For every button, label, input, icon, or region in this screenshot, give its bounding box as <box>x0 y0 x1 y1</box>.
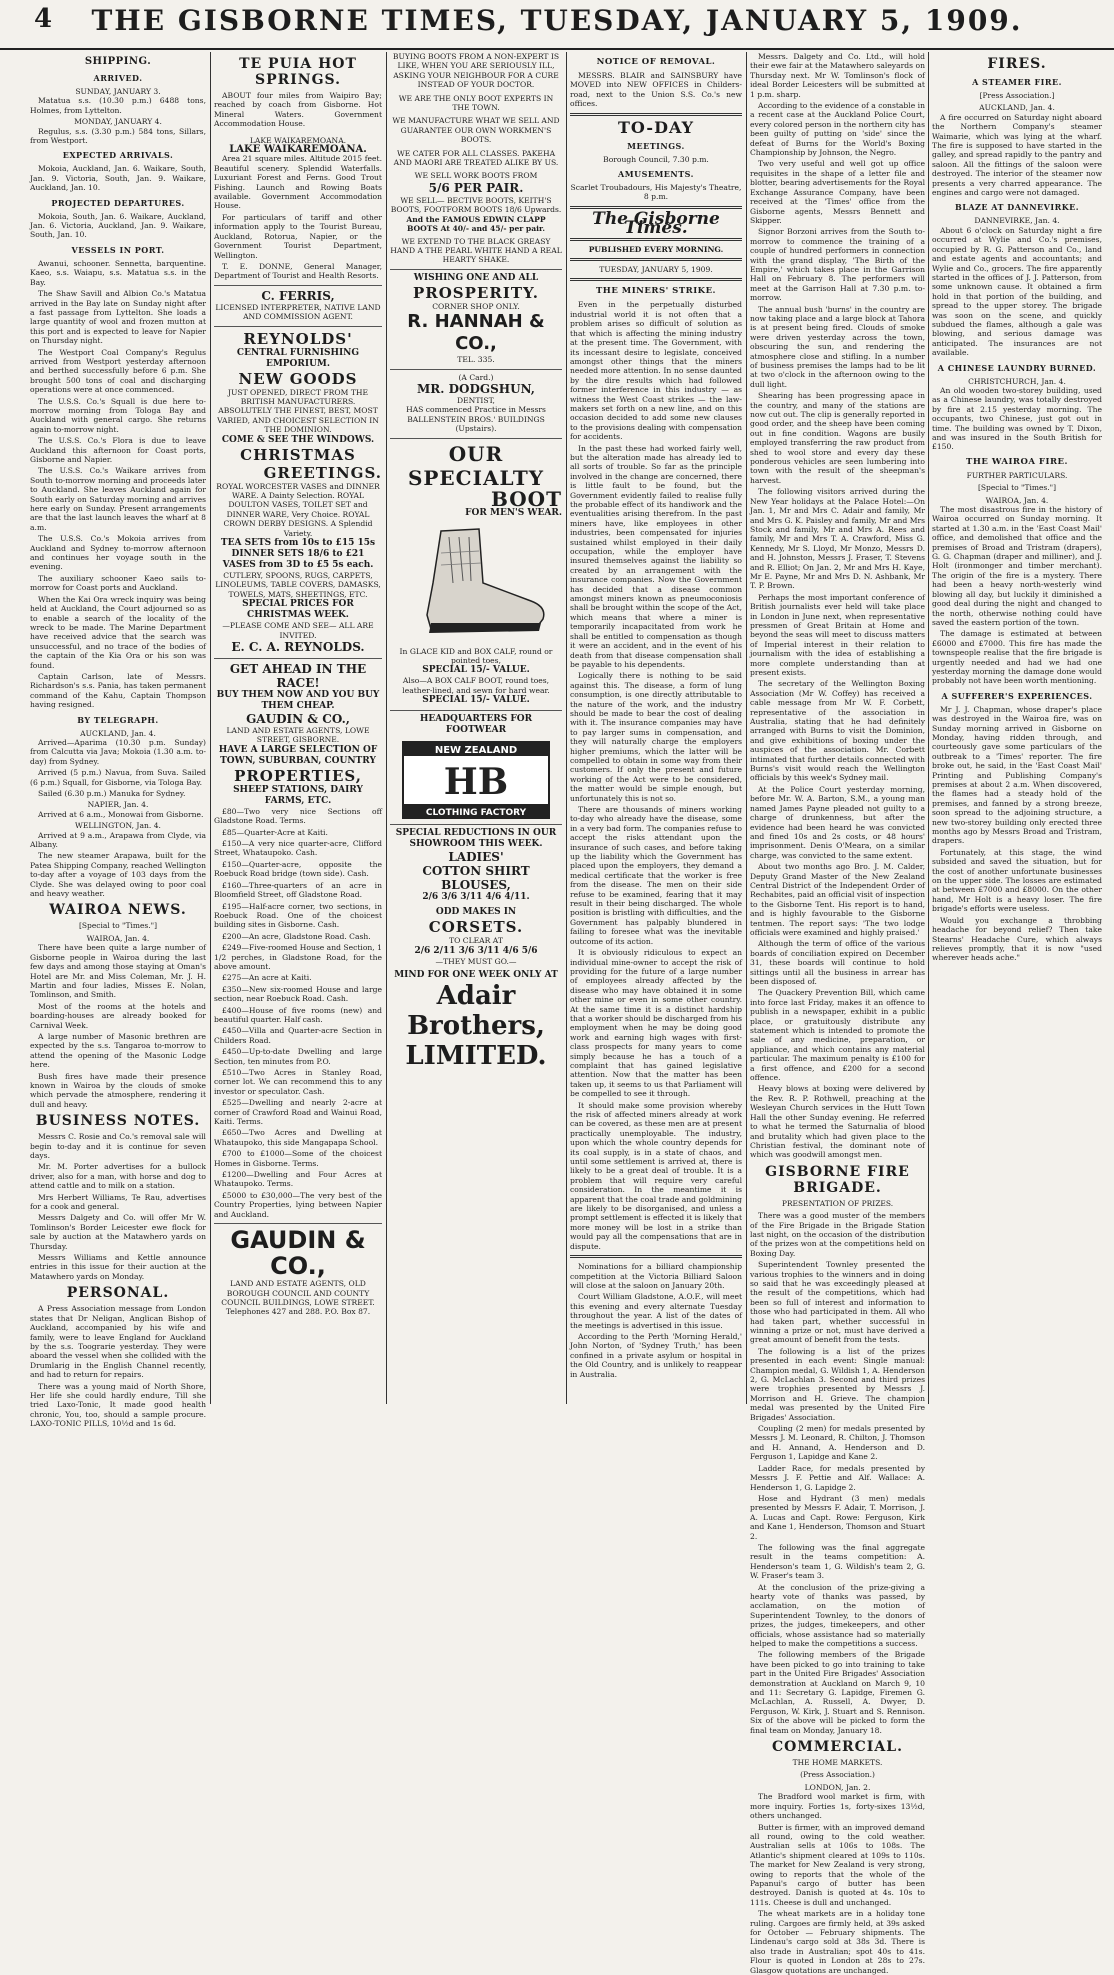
new-goods: NEW GOODS <box>238 369 358 388</box>
dateline: WAIROA, Jan. 4. <box>86 933 150 943</box>
dateline: NAPIER, Jan. 4. <box>87 800 149 810</box>
dateline: AUCKLAND, Jan. 4. <box>979 103 1055 113</box>
article-paragraph: Would you exchange a throbbing headache for beyond relief? Then take Stearns' Headache Cure, which always relieves promptly, that it is now "used wherever heads ache." <box>932 915 1102 963</box>
corsets-heading: CORSETS. <box>428 918 524 937</box>
article-paragraph: Court William Gladstone, A.O.F., will meet this evening and every alternate Tuesday throughout the year. A list of the dates of the meetings is advertised in this issue. <box>570 1292 742 1330</box>
article-paragraph: Coupling (2 men) for medals presented by Messrs J. M. Leonard, R. Chilton, J. Thomson and H. Annand, A. Henderson and D. Ferguson 1, Lapidge and Kane 2. <box>750 1424 925 1462</box>
hb-line-1: NEW ZEALAND <box>434 745 518 757</box>
amusement-item: Scarlet Troubadours, His Majesty's Theatre, 8 p.m. <box>570 183 742 202</box>
article-paragraph: There have been quite a large number of Gisborne people in Wairoa during the last few days and among those staying at Oman's Hotel are Mr. and Miss Coleman, Mr. J. H. Martin and four ladies, Misses E. Nolan, Tomlinson, and Smith. <box>30 943 206 1000</box>
ad-text: LAND AND ESTATE AGENTS, LOWE STREET, GISBORNE. <box>226 726 370 745</box>
article-paragraph: Arrived at 6 a.m., Monowai from Gisborne. <box>38 809 204 819</box>
ad-text: WE SELL WORK BOOTS FROM <box>414 171 538 181</box>
dateline: WAIROA, Jan. 4. <box>985 495 1049 505</box>
article-paragraph: The following members of the Brigade have been picked to go into training to take part in the United Fire Brigades' Association demonstration at Auckland on March 9, 10 and 11: Secretary G. Lapidge, Firemen G. McLachlan, A. Russell, A. Dwyer, D. Ferguson, W. Kirk, J. Stuart and S. Rennison. Six of the above will be picked to form the final team on Monday, January 18. <box>750 1650 925 1735</box>
properties: PROPERTIES, <box>234 766 362 785</box>
article-paragraph: About 6 o'clock on Saturday night a fire occurred at Wylie and Co.'s premises, occupied by R. G. Patterson and Co., land and estate agents and accountants; and Wylie and Co., grocers. The fire apparently started in the offices of J. J. Patterson, from some unknown cause. It obtained a firm hold in that portion of the building, and spread to the upper storey. The brigade was soon on the scene, and quickly subdued the flames, although a gale was blowing, and serious damage was anticipated. The insurances are not available. <box>932 225 1102 358</box>
special-credit: [Special to "Times."] <box>977 483 1057 493</box>
shipping-heading: SHIPPING. <box>84 56 152 67</box>
listing: £160—Three-quarters of an acre in Bloomfield Street, off Gladstone Road. <box>214 880 382 900</box>
listing: £700 to £1000—Some of the choicest Homes in Gisborne. Terms. <box>214 1149 382 1168</box>
ad-text: SPECIAL PRICES FOR CHRISTMAS WEEK. <box>242 599 354 621</box>
article-paragraph: According to the Perth 'Morning Herald,' John Norton, of 'Sydney Truth,' has been confined in a private asylum or hospital in the Old Country, and is unlikely to reappear in Australia. <box>570 1331 742 1379</box>
dateline: LONDON, Jan. 2. <box>804 1782 871 1792</box>
article-paragraph: Although the term of office of the various boards of conciliation expired on December 31, these boards will continue to hold sittings until all the business in arrear has been disposed of. <box>750 939 925 986</box>
ad-text: 2/6 2/11 3/6 3/11 4/6 5/6 <box>414 945 538 956</box>
listing: £200—An acre, Gladstone Road. Cash. <box>222 931 371 941</box>
ad-text: For particulars of tariff and other information apply to the Tourist Bureau, Auckland, Rotorua, Napier, or the Government Tourist Department, Wellington. <box>214 212 382 260</box>
notice-text: MESSRS. BLAIR and SAINSBURY have MOVED into NEW OFFICES in Childers-road, next to the Union S.S. Co.'s new offices. <box>570 71 742 109</box>
article-paragraph: Butter is firmer, with an improved demand all round, owing to the cold weather. Australian sells at 106s to 108s. The Atlantic's shipment cleared at 109s to 110s. The market for New Zealand is very strong, owing to reports that the whole of the Papanui's cargo of butter has been destroyed. Danish is quoted at 4s. 10s to 111s. Cheese is dull and unchanged. <box>750 1822 925 1907</box>
article-paragraph: The following is a list of the prizes presented in each event: Single manual: Champion medal, G. Wildish 1, A. Henderson 2, G. McLachlan 3. Second and third prizes were trophies presented by Messrs J. Morrison and H. Grieve. The champion medal was presented by the United Fire Brigades' Association. <box>750 1346 925 1422</box>
article-paragraph: The annual bush 'burns' in the country are now taking place and a large block at Tahora is at present being fired. Clouds of smoke were driven yesterday across the town, obscuring the sun, and rendering the atmosphere close and stifling. In a number of business premises the lamps had to be lit at two o'clock in the afternoon owing to the dull light. <box>750 304 925 389</box>
listing: £85—Quarter-Acre at Kaiti. <box>222 827 328 837</box>
gaudin-name: GAUDIN & CO., <box>246 712 350 727</box>
price: 5/6 PER PAIR. <box>428 180 524 195</box>
ad-text: DINNER SETS 18/6 to £21 <box>231 549 365 559</box>
article-paragraph: A Press Association message from London states that Dr Neligan, Anglican Bishop of Auckland, accompanied by his wife and family, were to leave England for Auckland by the s.s. Toograrie yesterday. They were aboard the vessel when she collided with the Drumlarig in the English Channel recently, and had to return for repairs. <box>30 1304 206 1380</box>
article-paragraph: Mr J. J. Chapman, whose draper's place was destroyed in the Wairoa fire, was on Sunday morning arrived in Gisborne on Monday, having ridden through, and courteously gave some particulars of the outbreak to a 'Times' reporter. The fire broke out, he said, in the 'East Coast Mail' Printing and Publishing Company's premises at about 2 a.m. When discovered, the flames had a steady hold of the premises, and fanned by a strong breeze, soon spread to the adjoining structure, a new two-storey building only erected three months ago by Messrs Broad and Tristram, drapers. <box>932 704 1102 846</box>
notice-heading: NOTICE OF REMOVAL. <box>596 57 716 67</box>
ad-text: —PLEASE COME AND SEE— ALL ARE INVITED. <box>222 621 374 640</box>
wairoa-fire-heading: THE WAIROA FIRE. <box>966 456 1068 467</box>
column-3 <box>390 52 562 1407</box>
article-paragraph: The damage is estimated at between £6000 and £7000. This fire has made the townspeople realise that the fire brigade is urgently needed and had we had one yesterday morning the damage done would probably not have been worth mentioning. <box>932 629 1102 686</box>
article-paragraph: Shearing has been progressing apace in the country, and many of the stations are now cut out. The clip is generally reported in good order, and the sheep have been coming out in fine condition. Wagons are busily employed transferring the raw product from shed to wool store and every day these ponderous vehicles are seen lumbering into town with the result of the sheepman's harvest. <box>750 391 925 485</box>
ad-text: TEA SETS from 10s to £15 15s <box>220 538 376 548</box>
date-line: TUESDAY, JANUARY 5, 1909. <box>599 265 713 275</box>
article-paragraph: Nominations for a billiard championship competition at the Victoria Billiard Saloon will close at the saloon on January 20th. <box>570 1262 742 1290</box>
column-rule <box>566 52 567 1404</box>
ferris-name: C. FERRIS, <box>261 288 335 303</box>
hb-clothing-logo <box>401 740 551 820</box>
article-paragraph: Arrived—Aparima (10.30 p.m. Sunday) from Calcutta via Java; Mokoia (1.30 a.m. to-day) from Sydney. <box>30 737 206 766</box>
laundry-heading: A CHINESE LAUNDRY BURNED. <box>937 362 1097 373</box>
column-2 <box>214 52 382 1407</box>
article-paragraph: Two very useful and well got up office requisites in the shape of a letter file and blotter, bearing advertisements for the Royal Exchange Assurance Company, have been received at the 'Times' office from the Gisborne agents, Messrs Bennett and Skipper. <box>750 159 925 225</box>
listing: £275—An acre at Kaiti. <box>222 973 312 983</box>
ad-text: ABSOLUTELY THE FINEST, BEST, MOST VARIED, AND CHOICEST SELECTION IN THE DOMINION. <box>217 406 379 435</box>
article-paragraph: Perhaps the most important conference of British journalists ever held will take place in London in June next, when representative pressmen of Great Britain at Home and beyond the seas will meet to discuss matters of Imperial interest in their relation to journalism with the idea of establishing a more complete understanding than at present exists. <box>750 592 925 677</box>
home-markets-subhead: THE HOME MARKETS. <box>792 1758 883 1768</box>
ad-text: BUY THEM NOW AND YOU BUY THEM CHEAP. <box>216 690 380 712</box>
column-rule <box>746 52 747 1404</box>
listing: £350—New six-roomed House and large section, near Roebuck Road. Cash. <box>214 984 382 1004</box>
adair-logo: Adair Brothers, LIMITED. <box>405 981 547 1071</box>
article-paragraph: Fortunately, at this stage, the wind subsided and saved the situation, but for the cost of another unfortunate businesses on the upper side. The losses are estimated at between £7000 and £8000. On the other hand, Mr Holt is a heavy loser. The fire brigade's efforts were useless. <box>932 847 1102 914</box>
gaudin-logo: GAUDIN & CO., <box>230 1226 366 1281</box>
article-paragraph: There are thousands of miners working to-day who already have the disease, some in a very bad form. The companies refuse to accept the risks attendant upon the insurance of such cases, and before taking up the liability which the Government has placed upon the employers, they demand a medical certificate that the worker is free from the disease. The men on their side refuse to be examined, fearing that it may result in their being discharged. The whole position is bristling with difficulties, and the Government has palpably blundered in failing to foresee what was the inevitable outcome of its action. <box>570 805 742 946</box>
ad-text: TEL. 335. <box>457 355 495 365</box>
greetings: GREETINGS. <box>263 463 382 482</box>
ad-text: 2/6 3/6 3/11 4/6 4/11. <box>422 892 530 903</box>
article-paragraph: Most of the rooms at the hotels and boarding-houses are already booked for Carnival Week. <box>30 1001 206 1030</box>
article-paragraph: According to the evidence of a constable in a recent case at the Auckland Police Court, every colored person in the northern city has been guilty of putting on 'side' since the defeat of Burns for the World's Boxing Championship by Johnson, the Negro. <box>750 101 925 158</box>
article-paragraph: There was a young maid of North Shore, Her life she could hardly endure, Till she tried Laxo-Tonic, It made good health chronic, You, too, should a sample procure. LAXO-TONIC PILLS, 10½d and 1s 6d. <box>30 1381 206 1429</box>
article-paragraph: The Bradford wool market is firm, with more inquiry. Forties 1s, forty-sixes 13½d, others unchanged. <box>750 1792 925 1821</box>
ad-text: TO CLEAR AT <box>449 936 503 946</box>
article-paragraph: Even in the perpetually disturbed industrial world it is not often that a problem arises so difficult of solution as that which is affecting the mining industry at the present time. The Government, with its incessant desire to legislate, conceived amongst other things that the miners needed more attention. In no sense daunted by the dire results which had followed former interference in this industry — as witness the West Coast strikes — the law-makers set forth on a new line, and on this occasion decided to add some new clauses to the provisions dealing with compensation for accidents. <box>570 300 742 442</box>
article-paragraph: Mr. M. Porter advertises for a bullock driver, also for a man, with horse and dog to attend cattle and to milk on a station. <box>30 1162 206 1191</box>
hannah-name: R. HANNAH & CO., <box>407 311 545 355</box>
ad-text: LADIES' <box>448 850 504 865</box>
vessels-heading: VESSELS IN PORT. <box>71 244 165 255</box>
projected-heading: PROJECTED DEPARTURES. <box>51 197 185 208</box>
ad-text: HEADQUARTERS FOR FOOTWEAR <box>419 714 533 736</box>
lake-heading: LAKE WAIKAREMOANA. <box>229 144 367 156</box>
boot-heading: BOOT <box>490 486 562 511</box>
ad-text: SPECIAL REDUCTIONS IN OUR SHOWROOM THIS WEEK. <box>395 828 557 850</box>
strike-heading: THE MINERS' STRIKE. <box>595 286 717 297</box>
specialty-heading: OUR SPECIALTY <box>407 441 545 490</box>
ad-text: WE SELL— BECTIVE BOOTS, KEITH'S BOOTS, FOOTFORM BOOTS 18/6 Upwards. <box>390 195 562 215</box>
article-paragraph: At the conclusion of the prize-giving a hearty vote of thanks was passed, by acclamation, on the motion of Superintendent Townley, to the donors of prizes, the judges, timekeepers, and other officials, whose assistance had so materially helped to make the competitions a success. <box>750 1582 925 1648</box>
sufferer-heading: A SUFFERER'S EXPERIENCES. <box>941 690 1093 701</box>
article-paragraph: Ladder Race, for medals presented by Messrs J. F. Pettie and Alf. Wallace: A. Henderson 1, G. Lapidge 2. <box>750 1463 925 1492</box>
paper-title: The Gisborne Times. <box>592 208 720 239</box>
special-credit: [Special to "Times."] <box>78 921 158 931</box>
column-rule <box>210 52 211 1404</box>
steamer-fire-heading: A STEAMER FIRE. <box>972 77 1062 87</box>
article-paragraph: Bush fires have made their presence known in Wairoa by the clouds of smoke which pervade the atmosphere, rendering it dull and heavy. <box>30 1071 206 1109</box>
ad-text: ABOUT four miles from Waipiro Bay; reached by coach from Gisborne. Hot Mineral Waters. Government Accommodation House. <box>214 91 382 129</box>
article-paragraph: Signor Borzoni arrives from the South to-morrow to commence the training of a couple of hundred performers in connection with the grand display, 'The Birth of the Empire,' which takes place in the Garrison Hall on February 8. The performers will meet at the Garrison Hall at 7.30 p.m. to-morrow. <box>750 227 925 303</box>
article-paragraph: A fire occurred on Saturday night aboard the Northern Company's steamer Waimarie, which was lying at the wharf. The fire is supposed to have started in the galley, and spread rapidly to the pantry and saloon. All the fittings of the saloon were destroyed. The interior of the steamer now presents a very charred appearance. The engines and cargo were not damaged. <box>932 112 1102 198</box>
listing: £650—Two Acres and Dwelling at Whataupoko, this side Mangapapa School. <box>214 1128 382 1147</box>
ad-text: JUST OPENED, DIRECT FROM THE BRITISH MANUFACTURERS. <box>227 387 369 406</box>
article-paragraph: Messrs C. Rosie and Co.'s removal sale will begin to-day and it is continue for seven days. <box>30 1132 206 1160</box>
ad-text: HAS commenced Practice in Messrs BALLENSTEIN BROS.' BUILDINGS (Upstairs). <box>406 405 546 434</box>
fire-brigade-subhead: PRESENTATION OF PRIZES. <box>781 1198 894 1208</box>
column-rule <box>928 52 929 1404</box>
ad-text: CORNER SHOP ONLY. <box>432 301 520 311</box>
article-paragraph: There was a good muster of the members of the Fire Brigade in the Brigade Station last night, on the occasion of the distribution of the prizes won at the competitions held on Boxing Day. <box>750 1211 925 1258</box>
ad-text: VASES from 3D to £5 5s each. <box>222 560 374 570</box>
article-paragraph: It is obviously ridiculous to expect an individual mine-owner to accept the risk of providing for the future of a large number of employees already affected by the disease who may have obtained it in some other mine or even in some other country. At the same time it is a distinct hardship that a worker should be discharged from his employment when he may be doing good work and earning high wages with first-class prospects for many years to come simply because he has a touch of a complaint that has gained legislative attention. Now that the matter has been taken up, it seems to us that Parliament will be compelled to see it through. <box>570 948 742 1099</box>
article-paragraph: Mokoia, Auckland, Jan. 6. Waikare, South, Jan. 9. Victoria, South, Jan. 9. Waikare, Auckland, Jan. 10. <box>30 164 206 193</box>
article-paragraph: The wheat markets are in a holiday tone ruling. Cargoes are firmly held, at 39s asked for October — February shipments. The Lindenau's cargo sold at 38s 3d. There is also trade in Australian; spot 40s to 41s. Flour is quoted in London at 28s to 27s. Glasgow quotations are unchanged. <box>750 1909 925 1975</box>
article-paragraph: Captain Carlson, late of Messrs. Richardson's s.s. Pania, has taken permanent command of the Kahu, Captain Thompson having resigned. <box>30 671 206 710</box>
article-paragraph: When the Kai Ora wreck inquiry was being held at Auckland, the Court adjourned so as to enable a search of the locality of the wreck to be made. The Marine Department have received advice that the search was unsuccessful, and no trace of the bodies of the captain of the Kia Ora or his son was found. <box>30 594 206 670</box>
date-line: MONDAY, JANUARY 4. <box>74 117 162 127</box>
fires-heading: FIRES. <box>987 56 1047 72</box>
article-paragraph: Awanui, schooner. Sennetta, barquentine. Kaeo, s.s. Waiapu, s.s. Matatua s.s. in the Bay. <box>30 258 206 287</box>
article-paragraph: The new steamer Arapawa, built for the Patea Shipping Company, reached Wellington to-day after a voyage of 103 days from the Clyde. She was delayed owing to poor coal and heavy weather. <box>30 851 206 899</box>
press-association: (Press Association.) <box>800 1770 875 1780</box>
article-paragraph: Superintendent Townley presented the various trophies to the winners and in doing so said that he was exceedingly pleased at the result of the competitions, which had been so full of interest and information to those who had participated in them. All who had taken part, whether successful in winning a prize or not, must have derived a great amount of benefit from the tests. <box>750 1260 925 1345</box>
listing: £525—Dwelling and nearly 2-acre at corner of Crawford Road and Wainui Road, Kaiti. Terms. <box>214 1098 382 1127</box>
listing: £150—Quarter-acre, opposite the Roebuck Road bridge (town side). Cash. <box>214 859 382 879</box>
article-paragraph: The following was the final aggregate result in the teams competition: A. Henderson's team 1, G. Wildish's team 2, G. W. Fraser's team 3. <box>750 1542 925 1581</box>
further-particulars: FURTHER PARTICULARS. <box>966 470 1068 480</box>
listing: £249—Five-roomed House and Section, 1 1/2 perches, in Gladstone Road, for the above amount. <box>214 943 382 971</box>
article-paragraph: In the past these had worked fairly well, but the alteration made has already led to all sorts of trouble. So far as the principle involved in the change are concerned, there is little fault to be found, but the Government evidently failed to realise fully the probable effect of its handiwork and the eventualities arising therefrom. In the past miners have, like employees in other industries, been compensated for injuries sustained whilst employed in their daily occupation, while the employer have insured themselves against the liability so created by an arrangement with the insurance companies. Now the Government has decided that a disease common amongst miners known as pneumoconiosis shall be brought within the scope of the Act, which means that where a miner is temporarily incapacitated from work he shall be entitled to compensation as though it were an accident, and in the event of his death from that disease compensation shall be payable to his dependents. <box>570 443 742 669</box>
article-paragraph: The auxiliary schooner Kaeo sails to-morrow for Coast ports and Auckland. <box>30 573 206 593</box>
dateline: DANNEVIRKE, Jan. 4. <box>974 216 1060 226</box>
dateline: CHRISTCHURCH, Jan. 4. <box>968 376 1066 386</box>
article-paragraph: Messrs. Dalgety and Co. Ltd., will hold their ewe fair at the Matawhero saleyards on Thursday next. Mr W. Tomlinson's flock of ideal Border Leicesters will be submitted at 1 p.m. sharp. <box>750 52 925 99</box>
article-paragraph: About two months ago Bro. J. M. Calder, Deputy Grand Master of the New Zealand Central District of the Independent Order of Rechabites, paid an official visit of inspection to the Gisborne Tent. His report is to hand, and is highly favourable to the Gisborne tentmen. The report says: 'The two lodge officials were examined and highly praised.' <box>750 862 925 937</box>
arrived-heading: ARRIVED. <box>93 73 143 83</box>
ad-text: WE EXTEND TO THE BLACK GREASY HAND A THE PEARL WHITE HAND A REAL HEARTY SHAKE. <box>390 236 562 265</box>
ad-text: Also—A BOX CALF BOOT, round toes, leather-lined, and sewn for hard wear. <box>402 676 550 695</box>
article-paragraph: The secretary of the Wellington Boxing Association (Mr W. Coffey) has received a cable message from Mr W. F. Corbett, representative of the association in Australia, stating that he had definitely arranged with Burns to visit the Dominion, and give exhibitions of boxing under the auspices of the association. Mr. Corbett intimated that further details connected with Burns's visit would reach the Wellington officials by this week's Sydney mail. <box>750 679 925 783</box>
date-line: SUNDAY, JANUARY 3. <box>75 87 161 96</box>
article-paragraph: The Quackery Prevention Bill, which came into force last Friday, makes it an offence to publish in a newspaper, exhibit in a public place, or gratuitously distribute any statement which is intended to promote the sale of any medicine, preparation, or appliance, and which contains any material particular. The maximum penalty is £100 for a first offence, and £200 for a second offence. <box>750 988 925 1083</box>
masthead-title: THE GISBORNE TIMES, TUESDAY, JANUARY 5, 1909. <box>91 4 1023 37</box>
published-line: PUBLISHED EVERY MORNING. <box>588 244 724 254</box>
ad-text: HAVE A LARGE SELECTION OF TOWN, SUBURBAN, COUNTRY <box>218 744 378 766</box>
listing: £150—A very nice quarter-acre, Clifford Street, Whataupoko. Cash. <box>214 839 382 858</box>
dateline: AUCKLAND, Jan. 4. <box>80 728 156 738</box>
today-heading: TO-DAY <box>618 117 694 137</box>
ad-text: Area 21 square miles. Altitude 2015 feet. Beautiful scenery. Splendid Waterfalls. Luxuriant Forest and Ferns. Good Trout Fishing. Launch and Rowing Boats available. Government Accommodation House. <box>214 154 382 211</box>
article-paragraph: The Westport Coal Company's Regulus arrived from Westport yesterday afternoon and berthed successfully before 6 p.m. She brought 500 tons of coal and discharging operations were at once commenced. <box>30 347 206 395</box>
commercial-heading: COMMERCIAL. <box>772 1739 903 1756</box>
article-paragraph: Matatua s.s. (10.30 p.m.) 6488 tons, Holmes, from Lyttelton. <box>30 96 206 115</box>
listing: £80—Two very nice Sections off Gladstone Road. Terms. <box>214 806 382 826</box>
race-heading: GET AHEAD IN THE RACE! <box>229 662 367 691</box>
article-paragraph: Arrived at 9 a.m., Arapawa from Clyde, via Albany. <box>30 830 206 850</box>
article-paragraph: The U.S.S. Co.'s Mokoia arrives from Auckland and Sydney to-morrow afternoon and continues her voyage south in the evening. <box>30 534 206 572</box>
article-paragraph: Logically there is nothing to be said against this. The disease, a form of lung consumption, is one directly attributable to the nature of the work, and the industry should be made to bear the cost of dealing with it. The insurance companies may have to pay larger sums in compensation, and they will naturally charge the employers higher premiums, which the latter will be compelled to obtain in some way from their customers. If only the present and future working of the Act were to be considered, the matter would be simple enough, but unfortunately this is not so. <box>570 671 742 803</box>
page-number: 4 <box>34 4 53 34</box>
column-rule <box>386 52 387 1404</box>
amusements-heading: AMUSEMENTS. <box>618 169 694 180</box>
masthead <box>0 0 1114 50</box>
expected-heading: EXPECTED ARRIVALS. <box>62 150 174 161</box>
column-5 <box>750 52 925 1975</box>
listing: £1200—Dwelling and Four Acres at Whataupoko. Terms. <box>214 1170 382 1189</box>
lake-heading: LAKE WAIKAREMOANA. <box>249 135 347 145</box>
ad-text: In GLACE KID and BOX CALF, round or pointed toes, <box>399 646 553 665</box>
article-paragraph: A large number of Masonic brethren are expected by the s.s. Tangaroa to-morrow to attend the opening of the Masonic Lodge here. <box>30 1031 206 1070</box>
ad-text: WE CATER FOR ALL CLASSES. PAKEHA AND MAORI ARE TREATED ALIKE BY US. <box>393 148 559 168</box>
blouses-heading: COTTON SHIRT BLOUSES, <box>422 864 530 893</box>
business-notes-heading: BUSINESS NOTES. <box>35 1113 201 1130</box>
ad-text: SHEEP STATIONS, DAIRY FARMS, ETC. <box>233 784 363 806</box>
ad-text: MIND FOR ONE WEEK ONLY AT <box>394 970 558 980</box>
ad-text: DENTIST, <box>457 395 495 405</box>
dateline: WELLINGTON, Jan. 4. <box>75 821 161 831</box>
ad-text: (A Card.) <box>458 372 494 382</box>
personal-heading: PERSONAL. <box>66 1285 170 1302</box>
listing: £400—House of five rooms (new) and beautiful quarter. Half cash. <box>214 1005 382 1024</box>
article-paragraph: The most disastrous fire in the history of Wairoa occurred on Sunday morning. It started at 1.30 a.m. in the 'East Coast Mail' office, and demolished that office and the premises of Broad and Tristram (drapers), G. G. Chapman (draper and milliner), and J. Holt (ironmonger and timber merchant). The origin of the fire is a mystery. There had been a heavy north-westerly wind blowing all day, but luckily it diminished a good deal during the night and changed to the north, otherwise nothing could have saved the eastern portion of the town. <box>932 505 1102 627</box>
article-paragraph: Regulus, s.s. (3.30 p.m.) 584 tons, Sillars, from Westport. <box>30 126 206 146</box>
article-paragraph: The U.S.S. Co.'s Squall is due here to-morrow morning from Tologa Bay and Auckland with general cargo. She returns again to-morrow night. <box>30 396 206 434</box>
article-paragraph: Mrs Herbert Williams, Te Rau, advertises for a cook and general. <box>30 1192 206 1212</box>
prosperity: PROSPERITY. <box>413 283 539 302</box>
wairoa-news-heading: WAIROA NEWS. <box>49 902 187 919</box>
fire-brigade-heading: GISBORNE FIRE BRIGADE. <box>765 1163 910 1196</box>
article-paragraph: Sailed (6.30 p.m.) Manuka for Sydney. <box>38 789 186 798</box>
ad-text: ROYAL WORCESTER VASES and DINNER WARE. A Dainty Selection. ROYAL DOULTON VASES, TOILET SET and DINNER WARE, Very Choice. ROYAL CROWN DERBY DESIGNS. A Splendid Variety. <box>216 481 380 538</box>
column-1 <box>30 52 206 1429</box>
listing: £195—Half-acre corner, two sections, in Roebuck Road. One of the choicest building sites in Gisborne. Cash. <box>214 901 382 930</box>
ad-text: WE MANUFACTURE WHAT WE SELL AND GUARANTEE OUR OWN WORKMEN'S BOOTS. <box>392 116 560 145</box>
meetings-heading: MEETINGS. <box>627 140 685 151</box>
article-paragraph: The Shaw Savill and Albion Co.'s Matatua arrived in the Bay late on Sunday night after a fast passage from Lyttelton. She loads a large quantity of wool and frozen mutton at this port and is expected to leave for Napier on Thursday night. <box>30 289 206 346</box>
column-6 <box>932 52 1102 1407</box>
listing: £450—Up-to-date Dwelling and large Section, ten minutes from P.O. <box>214 1047 382 1066</box>
dannevirke-heading: BLAZE AT DANNEVIRKE. <box>954 202 1080 213</box>
ad-text: FOR MEN'S WEAR. <box>465 507 562 518</box>
boot-illustration <box>401 523 551 643</box>
ad-text: —THEY MUST GO.— <box>435 956 517 966</box>
press-association: [Press Association.] <box>979 91 1055 100</box>
article-paragraph: The U.S.S. Co.'s Waikare arrives from South to-morrow morning and proceeds later to Auckland. She leaves Auckland again for South early on Saturday morning and arrives here early on Sunday. Present arrangements are that the last launch leaves the wharf at 8 a.m. <box>30 466 206 532</box>
listing: £450—Villa and Quarter-acre Section in Childers Road. <box>214 1026 382 1045</box>
ad-text: BUYING BOOTS FROM A NON-EXPERT IS LIKE, WHEN YOU ARE SERIOUSLY ILL, ASKING YOUR NEIGHBOUR FOR A CURE INSTEAD OF YOUR DOCTOR. <box>392 52 560 90</box>
eca-reynolds: E. C. A. REYNOLDS. <box>231 640 365 655</box>
te-puia-heading: TE PUIA HOT SPRINGS. <box>239 56 357 88</box>
article-paragraph: Heavy blows at boxing were delivered by the Rev. R. P. Rothwell, preaching at the Wesleyan Church services in the Hutt Town Hall the other Sunday evening. He referred to what he termed the Saturnalia of blood and brutality which had given place to the Christian festival, the dominant note of which was goodwill amongst men. <box>750 1084 925 1160</box>
ad-text: WISHING ONE AND ALL <box>413 272 539 283</box>
ad-text: CUTLERY, SPOONS, RUGS, CARPETS, LINOLEUMS, TABLE COVERS, DAMASKS, TOWELS, MATS, SHEETINGS, ETC. <box>215 571 381 599</box>
ad-text: T. E. DONNE, General Manager, Department of Tourist and Health Resorts. <box>214 261 382 281</box>
christmas: CHRISTMAS <box>240 445 356 464</box>
ad-text: SPECIAL 15/- VALUE. <box>422 665 530 676</box>
listing: £510—Two Acres in Stanley Road, corner lot. We can recommend this to any investor or speculator. Cash. <box>214 1068 382 1096</box>
article-paragraph: An old wooden two-storey building, used as a Chinese laundry, was totally destroyed by fire at 2.15 yesterday morning. The occupants, two Chinese, just got out in time. The building was owned by T. Dixon, and was insured in the South British for £150. <box>932 385 1102 452</box>
ad-text: ODD MAKES IN <box>435 907 517 918</box>
reynolds-name: REYNOLDS' <box>243 329 353 348</box>
hb-letters: HB <box>443 761 509 804</box>
article-paragraph: At the Police Court yesterday morning, before Mr. W. A. Barton, S.M., a young man named James Payne pleaded not guilty to a charge of drunkenness, but after the evidence had been heard he was convicted and fined 10s and 2s costs, or 48 hours' imprisonment. Denis O'Meara, on a similar charge, was convicted to the same extent. <box>750 784 925 860</box>
article-paragraph: The following visitors arrived during the New Year holidays at the Palace Hotel:—On Jan. 1, Mr and Mrs C. Adair and family, Mr and Mrs G. K. Paisley and family, Mr and Mrs Stock and family, Mr and Mrs A. Rees and family, Mr and Mrs T. A. Crawford, Miss G. Kennedy, Mr S. Lloyd, Mr Monzo, Messrs D. and H. Johnston, Messrs J. Fraser, T. Stevens and R. Elliot; On Jan. 2, Mr and Mrs H. Kaye, Mr E. Payne, Mr and Mrs D. N. Ashbank, Mr T. P. Brown. <box>750 487 925 591</box>
hb-line-3: CLOTHING FACTORY <box>425 808 527 819</box>
ferris-desc: LICENSED INTERPRETER, NATIVE LAND AND COMMISSION AGENT. <box>215 302 381 322</box>
ad-text: And the FAMOUS EDWIN CLAPP BOOTS At 40/- and 45/- per pair. <box>406 214 546 234</box>
article-paragraph: Hose and Hydrant (3 men) medals presented by Messrs F. Adair, T. Morrison, J. A. Lucas and Capt. Rowe: Ferguson, Kirk and Kane 1, Henderson, Thomson and Stuart 2. <box>750 1493 925 1541</box>
article-paragraph: Messrs Williams and Kettle announce entries in this issue for their auction at the Matawhero yards on Monday. <box>30 1253 206 1281</box>
listing: £5000 to £30,000—The very best of the Country Properties, lying between Napier and Auckland. <box>214 1190 382 1219</box>
ad-text: WE ARE THE ONLY BOOT EXPERTS IN THE TOWN. <box>398 93 554 113</box>
dodgshun-name: MR. DODGSHUN, <box>417 381 535 396</box>
meeting-item: Borough Council, 7.30 p.m. <box>603 154 709 164</box>
article-paragraph: The U.S.S. Co.'s Flora is due to leave Auckland this afternoon for Coast ports, Gisborne and Napier. <box>30 436 206 464</box>
telegraph-heading: BY TELEGRAPH. <box>77 714 159 725</box>
article-paragraph: Arrived (5 p.m.) Navua, from Suva. Sailed (6 p.m.) Squall, for Gisborne, via Tologa Bay. <box>30 768 206 787</box>
ad-text: COME & SEE THE WINDOWS. <box>221 434 375 445</box>
reynolds-desc: CENTRAL FURNISHING EMPORIUM. <box>236 347 360 369</box>
article-paragraph: Mokoia, South, Jan. 6. Waikare, Auckland, Jan. 6. Victoria, Auckland, Jan. 9. Waikare, South, Jan. 10. <box>30 211 206 240</box>
article-paragraph: Messrs Dalgety and Co. will offer Mr W. Tomlinson's Border Leicester ewe flock for sale by auction at the Matawhero yards on Thursday. <box>30 1213 206 1251</box>
article-paragraph: It should make some provision whereby the risk of affected miners already at work can be covered, as these men are at present practically unemployable. The industry, upon which the whole country depends for its coal supply, is in a state of chaos, and until some settlement is arrived at, there is likely to be a great deal of trouble. It is a problem that will require very careful consideration. In the meantime it is apparent that the coal trade and goldmining are likely to be disorganised, and unless a prompt settlement is effected it is likely that more money will be lost in a strike than would pay all the compensations that are in dispute. <box>570 1100 742 1251</box>
ad-text: SPECIAL 15/- VALUE. <box>422 695 530 706</box>
ad-text: LAND AND ESTATE AGENTS, OLD BOROUGH COUNCIL AND COUNTY COUNCIL BUILDINGS, LOWE STREET. Telephones 427 and 288. P.O. Box 87. <box>221 1279 375 1317</box>
column-4 <box>570 52 742 1407</box>
